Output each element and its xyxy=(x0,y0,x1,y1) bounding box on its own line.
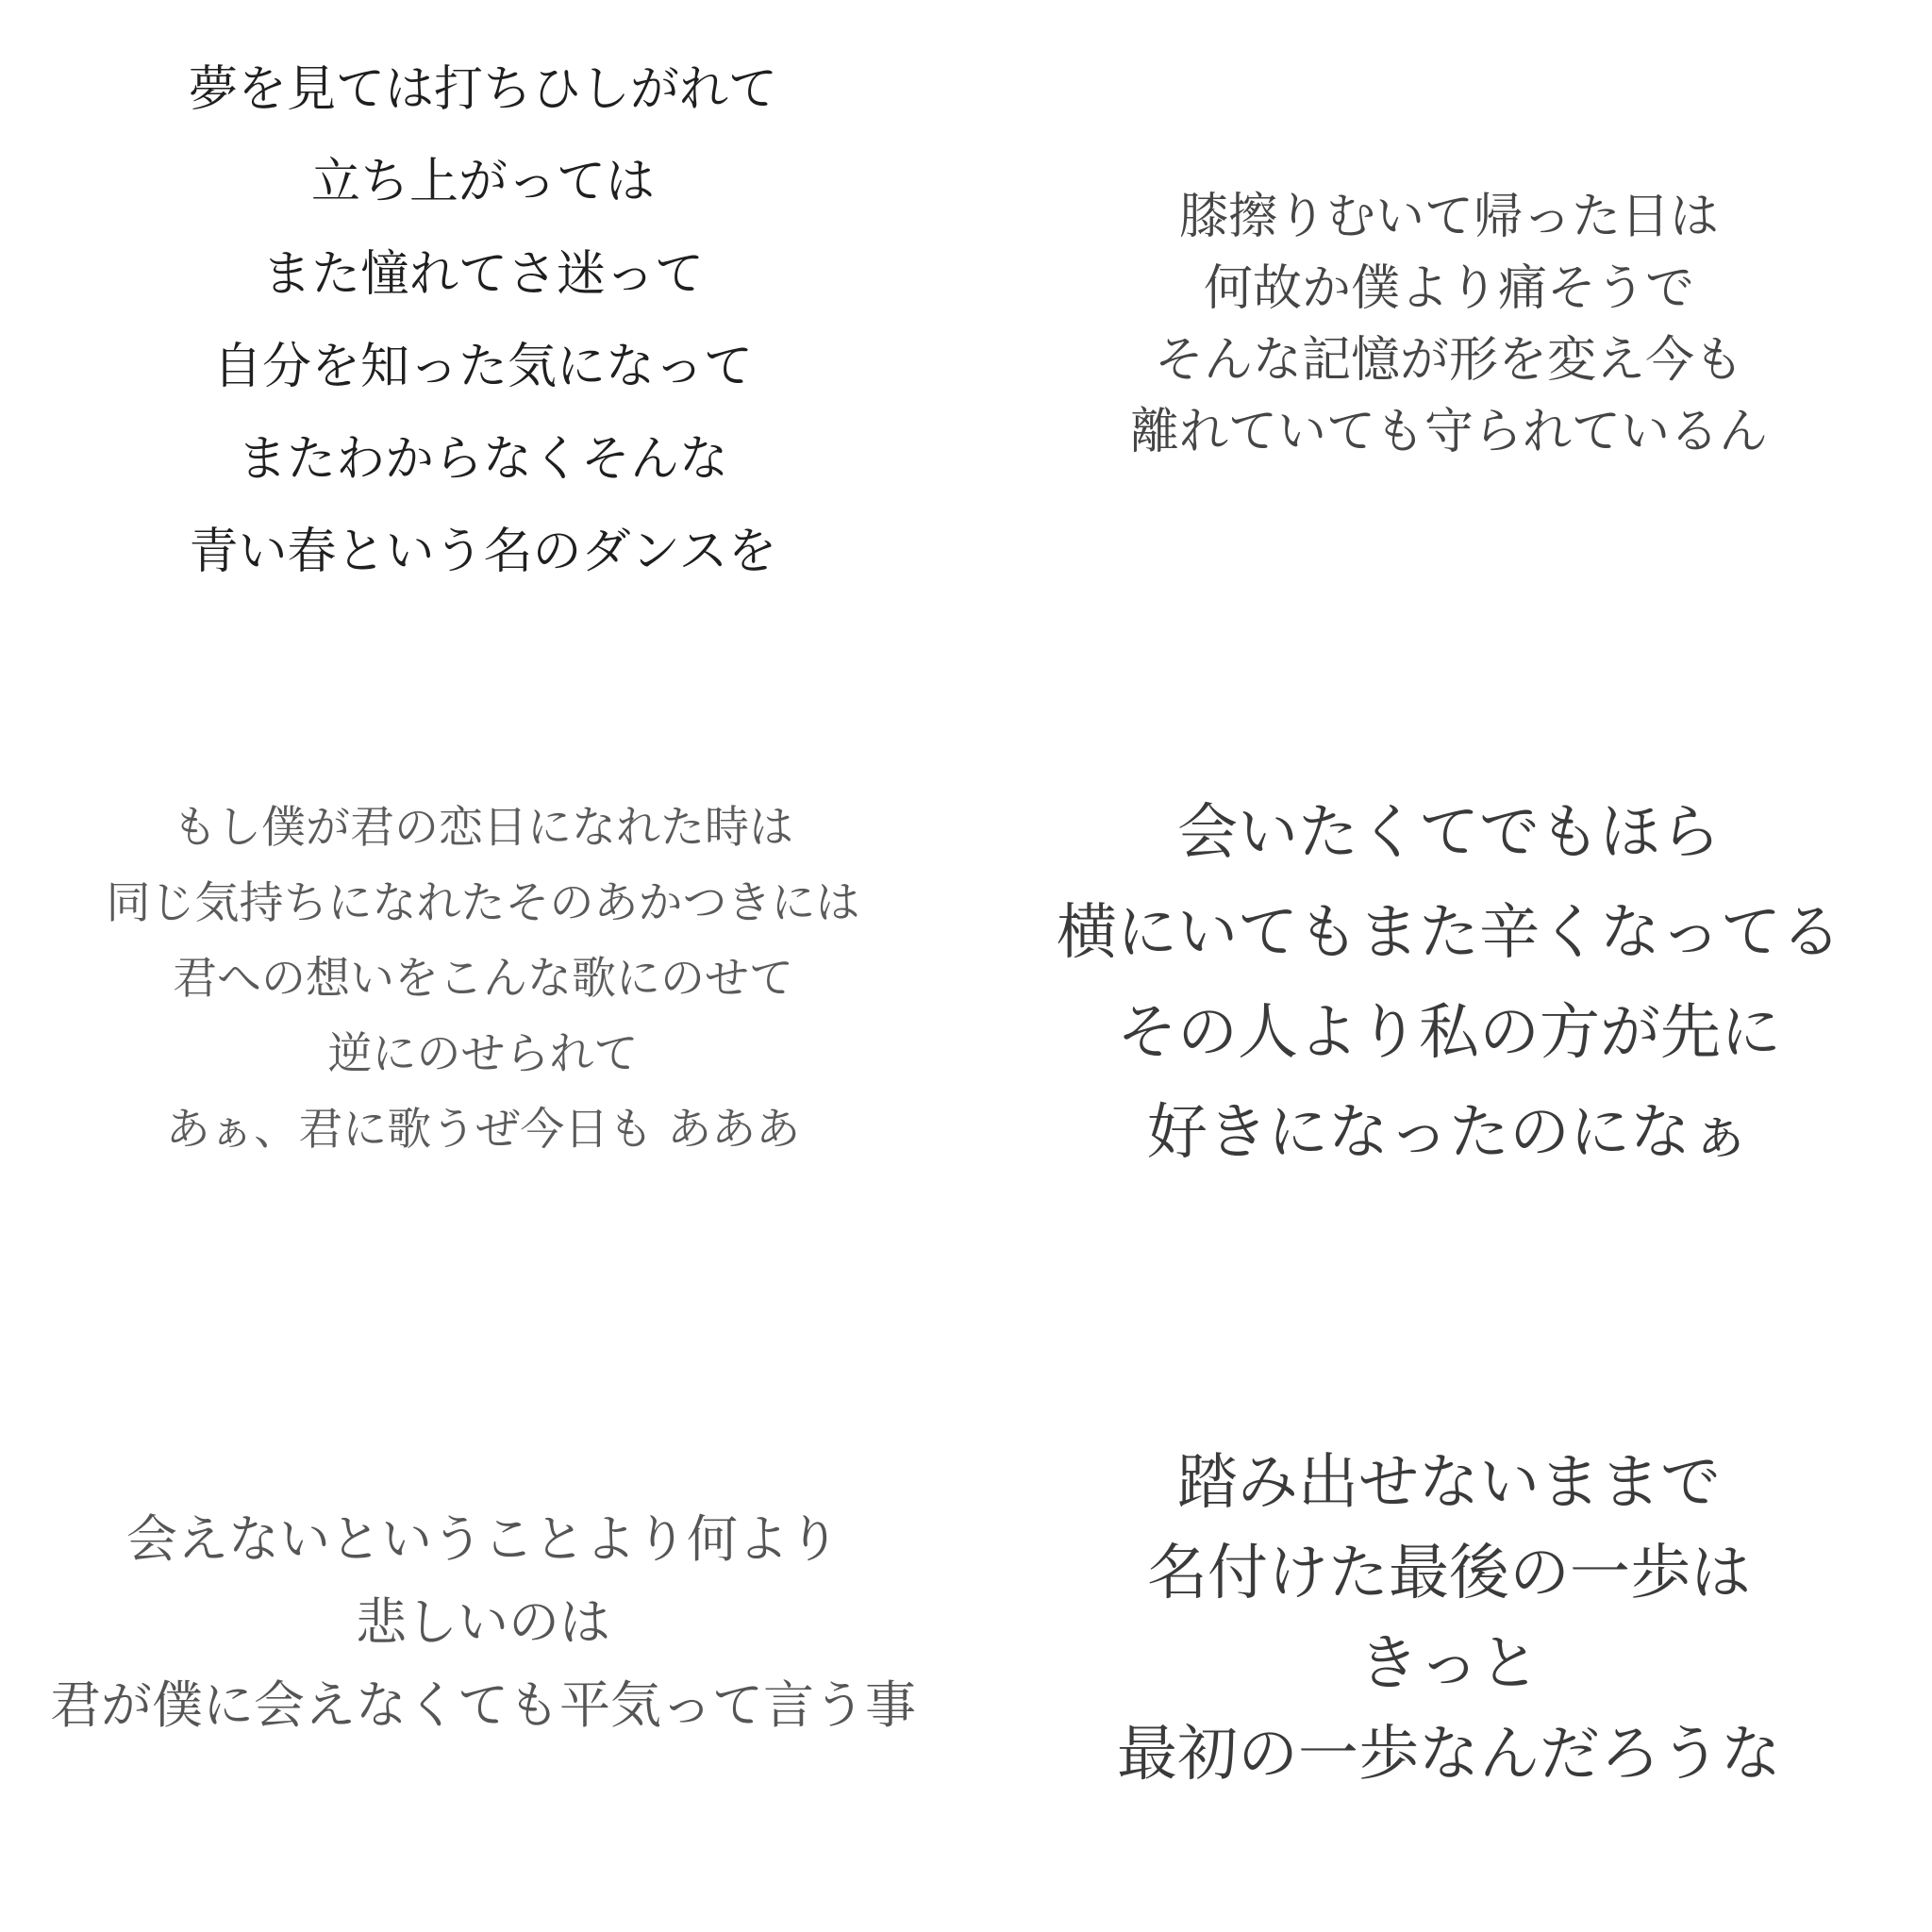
lyric-line: 踏み出せないままで xyxy=(1177,1448,1721,1518)
lyric-line: また憧れてさ迷って xyxy=(261,246,704,303)
lyric-panel-6 xyxy=(966,1438,1932,1800)
lyric-line: 会えないということより何より xyxy=(126,1509,840,1569)
lyric-line: もし僕が君の恋日になれた時は xyxy=(173,802,793,854)
lyric-line: 立ち上がっては xyxy=(310,154,655,210)
lyric-line: 君が僕に会えなくても平気って言う事 xyxy=(50,1675,916,1735)
lyric-line: きっと xyxy=(1358,1629,1540,1699)
lyric-line: 会いたくてでもほら xyxy=(1177,798,1721,868)
lyric-panel-4 xyxy=(966,783,1932,1183)
lyric-line: 離れていても守られているん xyxy=(1129,404,1768,460)
lyric-line: 何故か僕より痛そうで xyxy=(1203,260,1694,317)
lyric-line: 夢を見ては打ちひしがれて xyxy=(188,61,777,118)
lyric-panel-3 xyxy=(0,791,966,1168)
lyric-line: 膝擦りむいて帰った日は xyxy=(1178,189,1719,245)
lyric-line: またわからなくそんな xyxy=(237,431,728,488)
lyric-line: その人より私の方が先に xyxy=(1117,998,1781,1068)
lyric-line: 青い春という名のダンスを xyxy=(189,524,777,580)
lyric-panel-2 xyxy=(966,181,1932,468)
lyric-line: 同じ気持ちになれたそのあかつきには xyxy=(106,877,860,929)
lyric-line: 名付けた最後の一歩は xyxy=(1147,1539,1751,1608)
lyric-line: 横にいてもまた辛くなってる xyxy=(1057,898,1841,968)
lyric-line: 好きになったのになぁ xyxy=(1147,1098,1751,1168)
lyric-line: 逆にのせられて xyxy=(327,1028,639,1080)
lyric-line: 最初の一歩なんだろうな xyxy=(1117,1720,1781,1790)
lyric-line: 悲しいのは xyxy=(356,1592,610,1652)
lyric-panel-5 xyxy=(0,1498,966,1747)
lyric-line: 君への想いをこんな歌にのせて xyxy=(173,953,793,1005)
lyric-line: あぁ、君に歌うぜ今日も あああ xyxy=(165,1104,801,1156)
lyric-line: 自分を知った気になって xyxy=(212,339,753,395)
lyric-panel-1 xyxy=(0,43,966,598)
lyric-line: そんな記憶が形を変え今も xyxy=(1154,332,1743,389)
